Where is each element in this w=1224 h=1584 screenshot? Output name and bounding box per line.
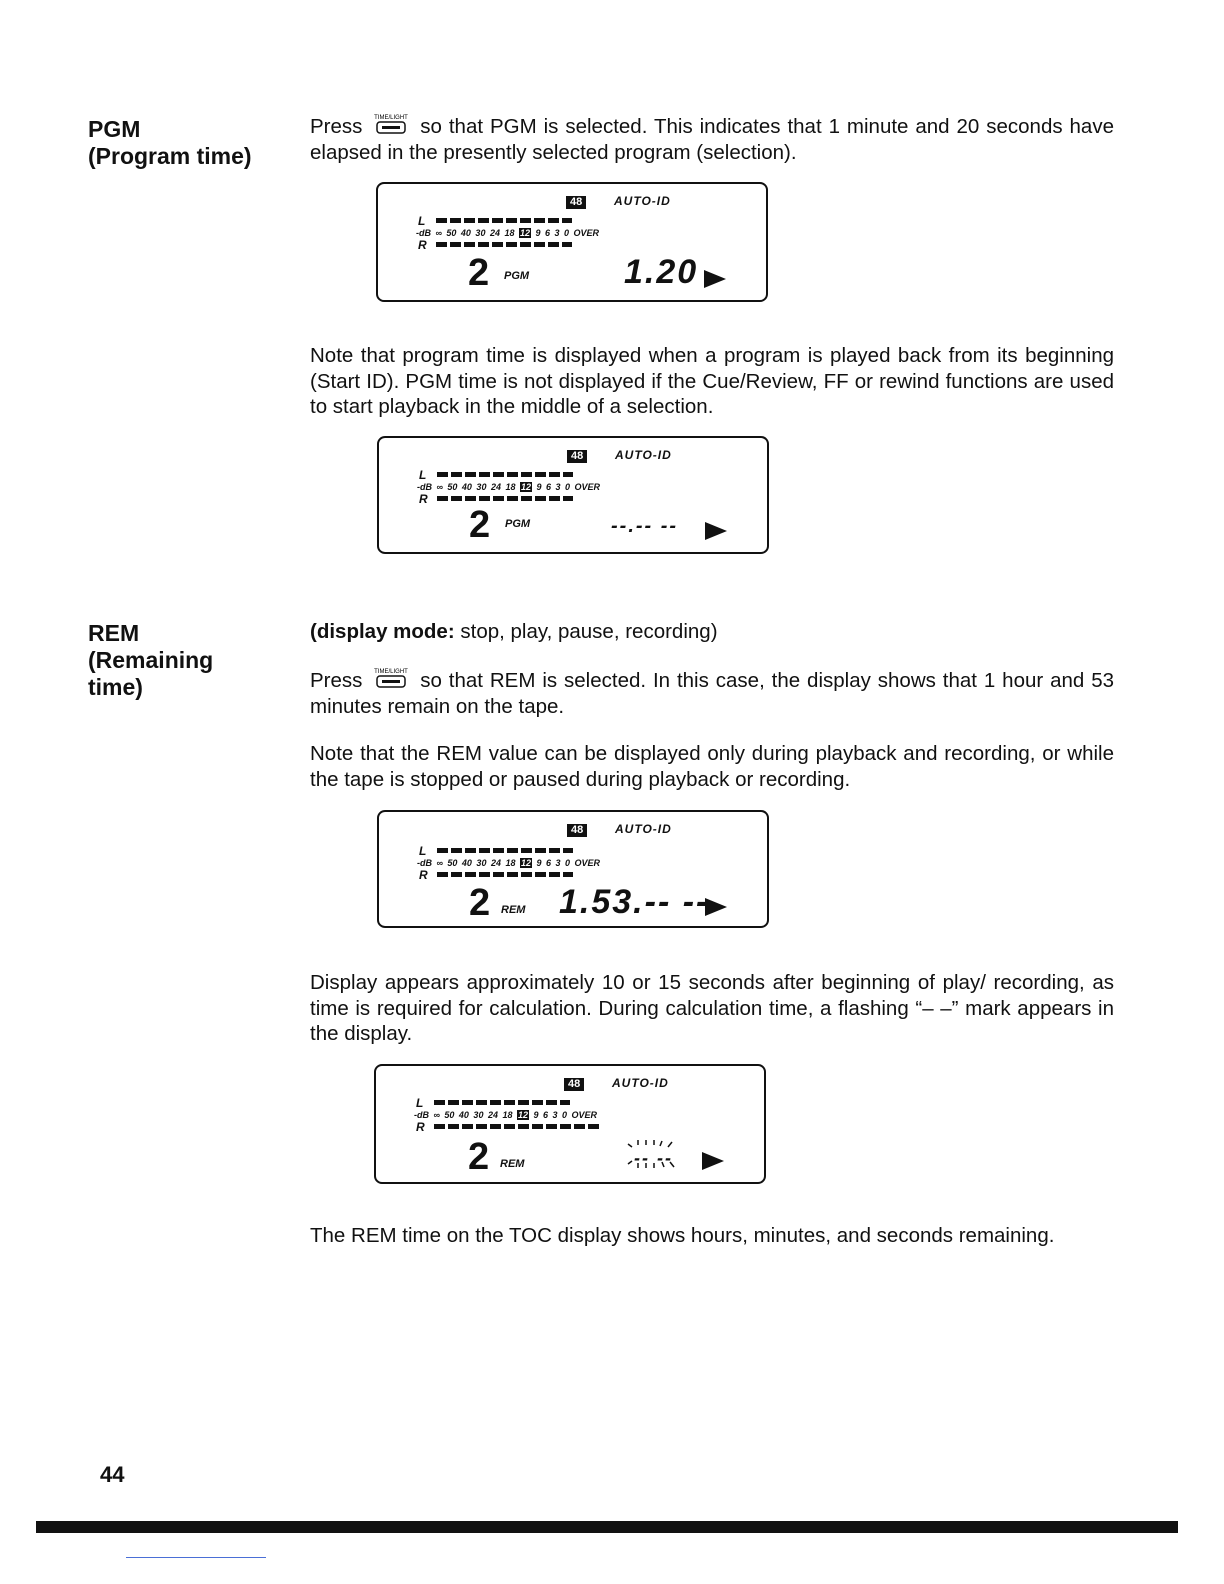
lcd-right-meter [434,1124,602,1129]
lcd-right-label: R [418,238,427,252]
lcd-left-meter [436,218,572,223]
pgm-heading [88,116,252,170]
lcd-time-value: 1.20 [624,253,699,291]
pgm-text-1: so that PGM is selected. This indicates that 1 minute and 20 seconds have elapsed in the presently selected program (selection). [310,115,1114,164]
lcd-right-label: R [419,868,428,882]
lcd-mode-label: REM [501,904,526,916]
lcd-left-meter [437,848,573,853]
page-number: 44 [100,1462,125,1487]
svg-text:TIME/LIGHT: TIME/LIGHT [374,115,409,121]
time-light-button-icon [373,113,409,135]
rem-heading-title: REM [88,620,140,646]
lcd-track-number: 2 [469,882,491,924]
lcd-mode-label: REM [500,1158,525,1170]
rem-paragraph-4: The REM time on the TOC display shows hours, minutes, and seconds remaining. [310,1224,1055,1247]
rem-heading-subtitle: (Remaining [88,647,214,673]
rem-paragraph-1 [310,667,1114,719]
lcd-left-meter [437,472,573,477]
lcd-db-scale: -dB ∞ 50 40 30 24 18 12 9 6 3 0 OVER [417,858,601,868]
footer-rule [36,1521,1178,1533]
lcd-track-number: 2 [468,252,490,294]
lcd-48-badge: 48 [566,196,586,209]
lcd-display-rem [377,810,769,928]
lcd-mode-label: PGM [505,518,531,530]
pgm-paragraph-1 [310,113,1114,165]
lcd-time-value: --.-- -- [611,515,679,537]
rem-display-mode [310,619,1114,645]
lcd-left-label: L [419,468,427,482]
lcd-48-badge: 48 [567,824,587,837]
svg-text:TIME/LIGHT: TIME/LIGHT [374,669,409,675]
lcd-display-pgm [376,182,768,302]
time-light-button-icon [373,667,409,689]
play-icon [702,1152,724,1170]
lcd-track-number: 2 [469,504,491,546]
lcd-48-badge: 48 [564,1078,584,1091]
lcd-auto-id: AUTO-ID [615,448,672,462]
press-text: Press [310,115,363,138]
rem-paragraph-2: Note that the REM value can be displayed only during playback and recording, or while the tape is stopped or paused during playback or recording. [310,742,1114,791]
lcd-db-scale: -dB ∞ 50 40 30 24 18 12 9 6 3 0 OVER [416,228,600,238]
lcd-right-meter [436,242,572,247]
lcd-48-badge: 48 [567,450,587,463]
display-mode-value: stop, play, pause, recording) [454,620,718,643]
lcd-mode-label: PGM [504,270,530,282]
play-icon [704,270,726,288]
lcd-left-label: L [418,214,426,228]
pgm-heading-title: PGM [88,116,141,142]
press-text: Press [310,669,363,692]
rem-text-1: so that REM is selected. In this case, the display shows that 1 hour and 53 minutes remain on the tape. [310,669,1114,718]
lcd-time-value: 1.53.-- -- [559,883,710,921]
lcd-db-scale: -dB ∞ 50 40 30 24 18 12 9 6 3 0 OVER [414,1110,598,1120]
footer-link-underline [126,1557,266,1558]
lcd-db-scale: -dB ∞ 50 40 30 24 18 12 9 6 3 0 OVER [417,482,601,492]
lcd-track-number: 2 [468,1136,490,1178]
lcd-right-label: R [416,1120,425,1134]
rem-paragraph-3: Display appears approximately 10 or 15 seconds after beginning of play/ recording, as time is required for calculation. During calculation time, a flashing “– –” mark appears in the display. [310,971,1114,1045]
lcd-left-label: L [416,1096,424,1110]
play-icon [705,522,727,540]
rem-heading [88,620,213,701]
lcd-left-label: L [419,844,427,858]
lcd-display-rem-calculating [374,1064,766,1184]
lcd-time-value: -- -- [634,1148,673,1168]
lcd-left-meter [434,1100,570,1105]
pgm-paragraph-2: Note that program time is displayed when a program is played back from its beginning (Start ID). PGM time is not displayed if the Cue/Review, FF or rewind functions are used to start playback in the middle of a selection. [310,344,1114,418]
lcd-display-pgm-blank [377,436,769,554]
lcd-right-meter [437,496,573,501]
lcd-right-label: R [419,492,428,506]
display-mode-label: (display mode: [310,620,455,643]
lcd-auto-id: AUTO-ID [612,1076,669,1090]
pgm-heading-subtitle: (Program time) [88,143,252,169]
lcd-right-meter [437,872,573,877]
lcd-auto-id: AUTO-ID [614,194,671,208]
lcd-auto-id: AUTO-ID [615,822,672,836]
rem-heading-subtitle-2: time) [88,674,143,700]
play-icon [705,898,727,916]
